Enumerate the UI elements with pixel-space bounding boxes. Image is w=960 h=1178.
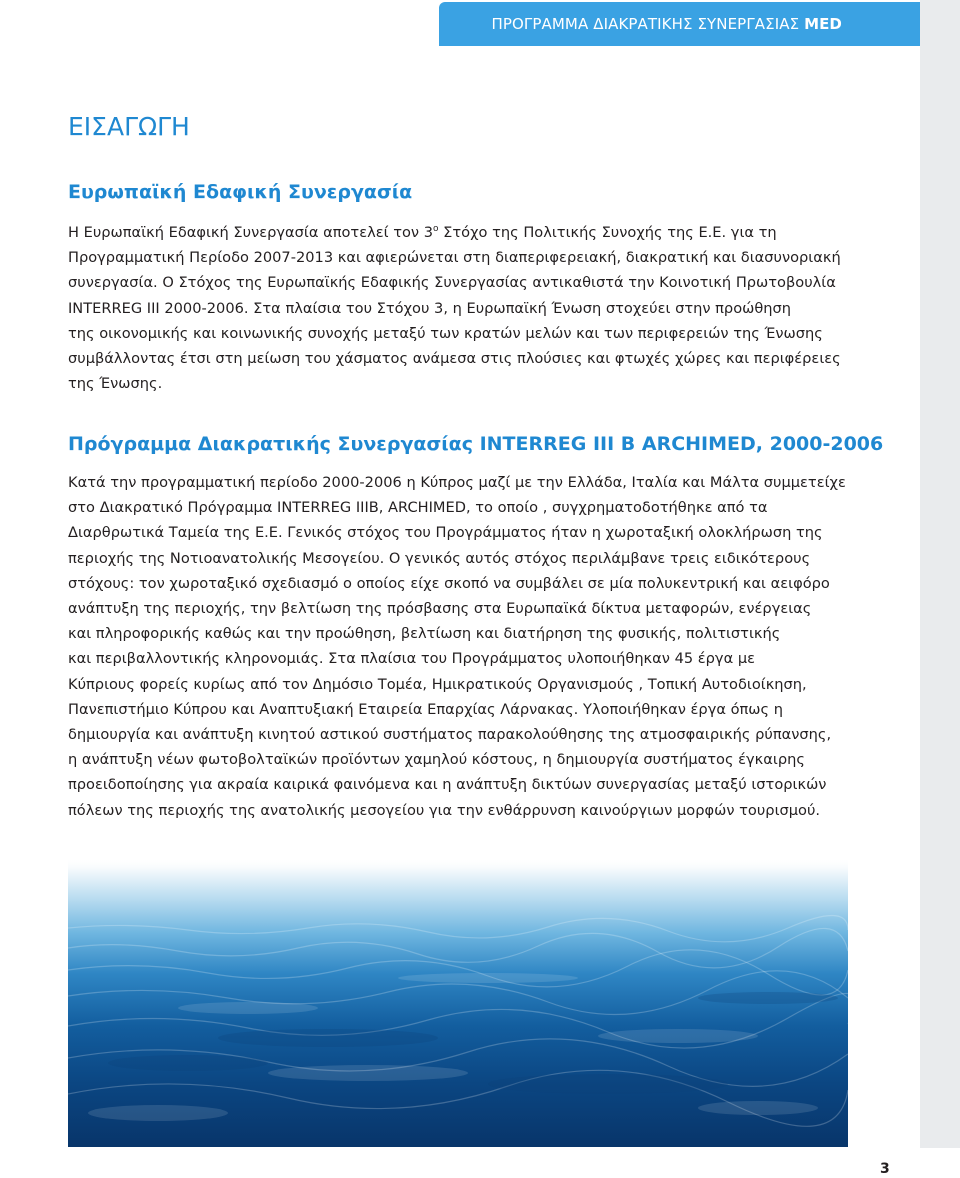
section-heading-archimed: Πρόγραμμα Διακρατικής Συνεργασίας INTERREG III B ARCHIMED, 2000-2006 xyxy=(68,433,884,455)
paragraph-line: ανάπτυξη της περιοχής, την βελτίωση της πρόσβασης στα Ευρωπαϊκά δίκτυα μεταφορών, ενέργειας xyxy=(68,600,812,618)
sea-water-photo xyxy=(68,858,848,1147)
paragraph-line: της οικονομικής και κοινωνικής συνοχής μεταξύ των κρατών μελών και των περιφερειών της Ένωσης xyxy=(68,324,823,342)
paragraph-line: της Ένωσης. xyxy=(68,375,163,393)
paragraph-line: και πληροφορικής καθώς και την προώθηση, βελτίωση και διατήρηση της φυσικής, πολιτιστικής xyxy=(68,625,781,643)
paragraph-line: προειδοποίησης για ακραία καιρικά φαινόμενα και η ανάπτυξη δικτύων συνεργασίας μεταξύ ιστορικών xyxy=(68,776,827,794)
paragraph-line xyxy=(68,220,848,245)
paragraph-line: και περιβαλλοντικής κληρονομιάς. Στα πλαίσια του Προγράμματος υλοποιήθηκαν 45 έργα με xyxy=(68,650,756,668)
paragraph-line: δημιουργία και ανάπτυξη κινητού αστικού συστήματος παρακολούθησης της ατμοσφαιρικής ρύπανσης, xyxy=(68,726,832,744)
header-banner xyxy=(439,2,920,46)
paragraph-line: περιοχής της Νοτιοανατολικής Μεσογείου. Ο γενικός αυτός στόχος περιλάμβανε τρεις ειδικότερους xyxy=(68,549,811,567)
page-number: 3 xyxy=(880,1161,890,1177)
section-heading-territorial-cooperation: Ευρωπαϊκή Εδαφική Συνεργασία xyxy=(68,181,413,203)
paragraph-line: στόχους: τον χωροταξικό σχεδιασμό ο οποίος είχε σκοπό να συμβάλει σε μία πολυκεντρική και αειφόρο xyxy=(68,574,830,592)
paragraph-line: INTERREG III 2000-2006. Στα πλαίσια του Στόχου 3, η Ευρωπαϊκή Ένωση στοχεύει στην προώθηση xyxy=(68,299,792,317)
paragraph-line: Διαρθρωτικά Ταμεία της Ε.Ε. Γενικός στόχος του Προγράμματος ήταν η χωροταξική ολοκλήρωση της xyxy=(68,524,823,542)
header-banner-text: ΠΡΟΓΡΑΜΜΑ ΔΙΑΚΡΑΤΙΚΗΣ ΣΥΝΕΡΓΑΣΙΑΣ xyxy=(491,15,800,33)
paragraph-line: Προγραμματική Περίοδο 2007-2013 και αφιερώνεται στη διαπεριφερειακή, διακρατική και διασυνοριακή xyxy=(68,249,841,267)
line-text: Στόχο της Πολιτικής Συνοχής της Ε.Ε. για τη xyxy=(438,224,777,241)
section-paragraph-territorial-cooperation xyxy=(68,220,848,396)
paragraph-line: πόλεων της περιοχής της ανατολικής μεσογείου για την ενθάρρυνση καινούργιων μορφών τουρισμού. xyxy=(68,801,821,819)
line-text: Η Ευρωπαϊκή Εδαφική Συνεργασία αποτελεί τον 3 xyxy=(68,224,433,241)
paragraph-line: Κατά την προγραμματική περίοδο 2000-2006 η Κύπρος μαζί με την Ελλάδα, Ιταλία και Μάλτα συμμετείχε xyxy=(68,474,846,491)
section-paragraph-archimed xyxy=(68,470,848,823)
right-margin-strip xyxy=(920,0,960,1148)
paragraph-line: Πανεπιστήμιο Κύπρου και Αναπτυξιακή Εταιρεία Επαρχίας Λάρνακας. Υλοποιήθηκαν έργα όπως η xyxy=(68,700,783,718)
paragraph-line: η ανάπτυξη νέων φωτοβολταϊκών προϊόντων χαμηλού κόστους, η δημιουργία συστήματος έγκαιρης xyxy=(68,751,805,769)
paragraph-line: Κύπριους φορείς κυρίως από τον Δημόσιο Τομέα, Ημικρατικούς Οργανισμούς , Τοπική Αυτοδιοίκηση, xyxy=(68,675,807,693)
page-title: ΕΙΣΑΓΩΓΗ xyxy=(68,112,190,141)
paragraph-line: συνεργασία. Ο Στόχος της Ευρωπαϊκής Εδαφικής Συνεργασίας αντικαθιστά την Κοινοτική Πρωτοβουλία xyxy=(68,274,836,292)
superscript: ο xyxy=(433,224,439,234)
paragraph-line: στο Διακρατικό Πρόγραμμα INTERREG IIIB, ARCHIMED, το οποίο , συγχρηματοδοτήθηκε από τα xyxy=(68,499,768,517)
header-banner-bold: MED xyxy=(804,15,842,33)
paragraph-line: συμβάλλοντας έτσι στη μείωση του χάσματος ανάμεσα στις πλούσιες και φτωχές χώρες και περιφέρειες xyxy=(68,350,841,368)
